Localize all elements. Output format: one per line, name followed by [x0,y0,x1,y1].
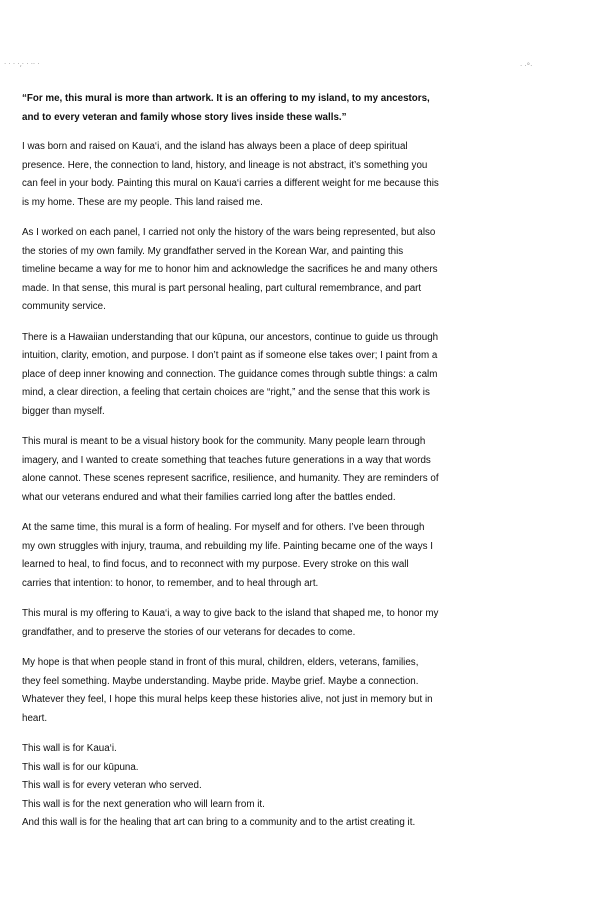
text-line: This wall is for our kūpuna. [22,761,139,773]
quote-line: “For me, this mural is more than artwork. It is an offering to my island, to my ancestors, [22,93,430,104]
text-line: what our veterans endured and what their families carried long after the battles ended. [22,491,396,503]
pull-quote [22,90,594,127]
text-line: heart. [22,712,48,724]
text-line: they feel something. Maybe understanding. Maybe pride. Maybe grief. Maybe a connection. [22,675,419,687]
paragraph-offering [22,605,594,642]
text-line: carries that intention: to honor, to remember, and to heal through art. [22,577,319,589]
text-line: place of deep inner knowing and connection. The guidance comes through subtle things: a calm [22,368,438,380]
text-line: Whatever they feel, I hope this mural helps keep these histories alive, not just in memory but in [22,694,433,705]
paragraph-panels [22,224,594,317]
scan-noise: · ·°· [520,62,533,70]
paragraph-history-book [22,433,594,507]
paragraph-born-raised [22,138,594,212]
text-line: can feel in your body. Painting this mural on Kaua‘i carries a different weight for me because this [22,178,439,189]
text-line: This wall is for every veteran who served. [22,780,202,791]
text-line: grandfather, and to preserve the stories of our veterans for decades to come. [22,626,356,638]
text-line: timeline became a way for me to honor him and acknowledge the sacrifices he and many others [22,264,438,275]
paragraph-kupuna [22,329,594,422]
paragraph-hope [22,654,594,728]
quote-line: and to every veteran and family whose story lives inside these walls.” [22,111,347,123]
text-line: community service. [22,301,106,312]
document-page [22,90,594,845]
text-line: mind, a clear direction, a feeling that certain choices are “right,” and the sense that this work is [22,387,430,398]
text-line: alone cannot. These scenes represent sacrifice, resilience, and humanity. They are reminders of [22,473,439,484]
text-line: the stories of my own family. My grandfather served in the Korean War, and painting this [22,245,404,257]
text-line: imagery, and I wanted to create something that teaches future generations in a way that words [22,454,431,466]
text-line: bigger than myself. [22,405,105,417]
paragraph-this-wall [22,740,594,833]
text-line: intuition, clarity, emotion, and purpose. I don’t paint as if someone else takes over; I paint from a [22,350,438,361]
text-line: At the same time, this mural is a form of healing. For myself and for others. I’ve been through [22,522,425,533]
scan-noise: · · · ·,· · ·· · [4,60,40,68]
paragraph-healing [22,519,594,593]
text-line: I was born and raised on Kaua‘i, and the island has always been a place of deep spiritual [22,141,408,152]
text-line: My hope is that when people stand in front of this mural, children, elders, veterans, families, [22,657,419,668]
text-line: This mural is my offering to Kaua‘i, a way to give back to the island that shaped me, to honor my [22,608,439,619]
text-line: is my home. These are my people. This land raised me. [22,196,263,208]
text-line: presence. Here, the connection to land, history, and lineage is not abstract, it’s something you [22,159,428,171]
text-line: As I worked on each panel, I carried not only the history of the wars being represented, but also [22,227,436,238]
text-line: made. In that sense, this mural is part personal healing, part cultural remembrance, and part [22,282,422,294]
text-line: There is a Hawaiian understanding that our kūpuna, our ancestors, continue to guide us through [22,331,439,343]
text-line: This wall is for Kaua‘i. [22,743,117,754]
text-line: learned to heal, to find focus, and to reconnect with my purpose. Every stroke on this wall [22,559,409,570]
text-line: And this wall is for the healing that art can bring to a community and to the artist creating it. [22,817,416,828]
text-line: This wall is for the next generation who will learn from it. [22,798,265,810]
text-line: my own struggles with injury, trauma, and rebuilding my life. Painting became one of the ways I [22,540,433,552]
text-line: This mural is meant to be a visual history book for the community. Many people learn through [22,436,426,447]
